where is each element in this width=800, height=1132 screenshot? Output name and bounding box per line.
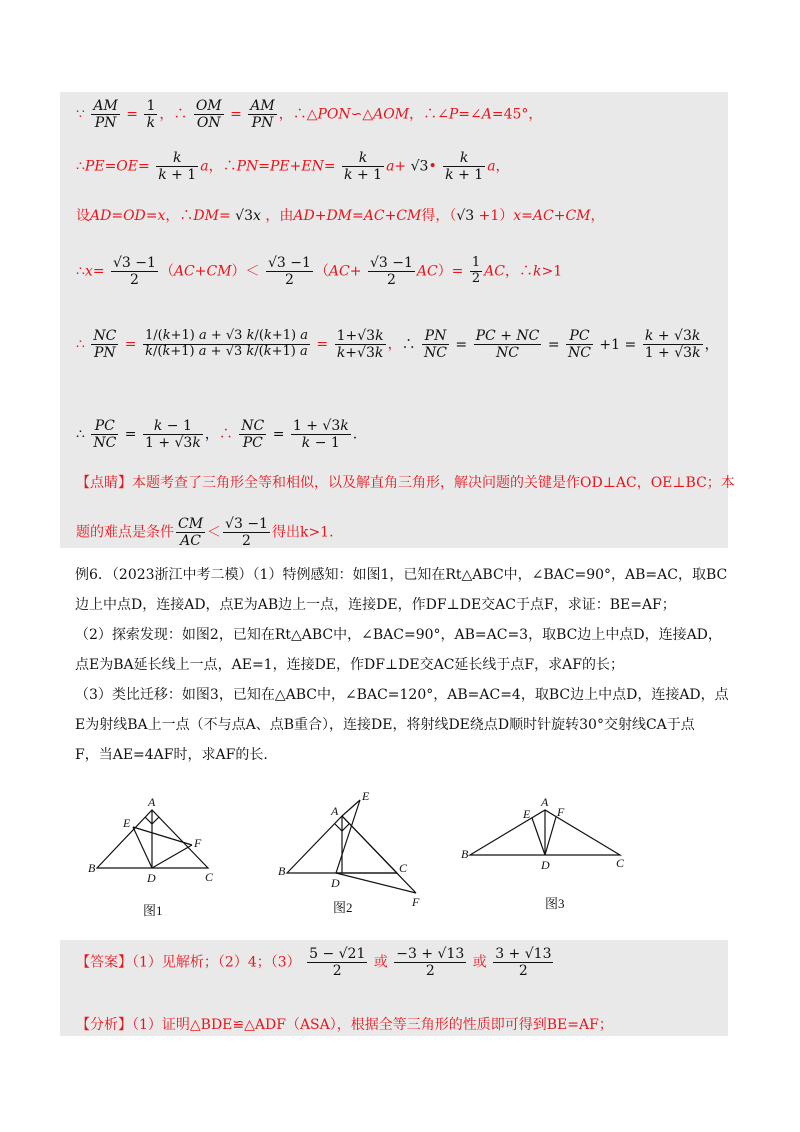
svg-text:B: B — [461, 847, 469, 861]
svg-text:A: A — [541, 795, 549, 809]
svg-text:B: B — [88, 861, 96, 875]
svg-text:A: A — [331, 804, 339, 818]
svg-text:E: E — [523, 807, 531, 821]
comment-line-2: 题的难点是条件 $\frac{CM}{AC}$ ＜ $\frac{√3 -1}{2}$ 得出k>1. — [76, 516, 334, 550]
svg-text:F: F — [412, 895, 420, 909]
solution-line-3: 设AD=OD=x，∴DM= √3x ，由AD+DM=AC+CM得，（√3 +1）x=AC+CM， — [76, 208, 605, 224]
example-line-6: E为射线BA上一点（不与点A、点B重合），连接DE，将射线DE绕点D顺时针旋转30°交射线CA于点 — [75, 717, 695, 733]
fig2-caption: 图2 — [333, 900, 353, 915]
analysis-line: 【分析】（1）证明△BDE≌△ADF（ASA），根据全等三角形的性质即可得到BE=AF； — [76, 1017, 613, 1033]
svg-text:D: D — [147, 871, 156, 885]
figure-1 — [97, 810, 208, 868]
example-line-3: （2）探索发现：如图2，已知在Rt△ABC中，∠BAC=90°，AB=AC=3，取BC边上中点D，连接AD， — [75, 627, 722, 643]
solution-line-2: ∴PE=OE= $\frac{k}{k + 1}$ a，∴PN=PE+EN= $\frac{k}{k + 1}$ a+ √3• $\frac{k}{k + 1}$ a， — [76, 150, 510, 184]
svg-text:C: C — [616, 856, 625, 870]
svg-text:C: C — [399, 861, 408, 875]
svg-text:C: C — [205, 870, 214, 884]
example-line-4: 点E为BA延长线上一点，AE=1，连接DE，作DF⊥DE交AC延长线于点F，求AF的长； — [75, 657, 624, 673]
solution-line-4: ∴x= $\frac{√3 -1}{2}$ （AC+CM）＜ $\frac{√3 -1}{2}$ （AC+ $\frac{√3 -1}{2}$ AC）= $\frac{1}{2}$ AC，∴k>1 — [76, 255, 563, 289]
solution-line-5: ∴ $\frac{NC}{PN}$ = $\frac{1/(k+1) a + √3 k/(k+1) a}{k/(k+1) a + √3 k/(k+1) a}$ = $\frac{1+√3k}{k+√3k}$ ，∴ $\frac{PN}{NC}$ = $\frac{PC + NC}{NC}$ = $\frac{PC}{NC}$ +1 = $\frac{k + √3k}{1 + √3k}$ ， — [76, 328, 719, 362]
example-text — [75, 560, 735, 770]
fig1-caption: 图1 — [143, 903, 163, 918]
svg-text:E: E — [123, 816, 131, 830]
figure-2 — [287, 800, 416, 893]
svg-text:B: B — [278, 864, 286, 878]
svg-text:D: D — [331, 876, 340, 890]
example-line-2: 边上中点D，连接AD，点E为AB边上一点，连接DE，作DF⊥DE交AC于点F，求证：BE=AF； — [75, 597, 676, 613]
svg-text:F: F — [557, 805, 565, 819]
svg-text:F: F — [194, 836, 202, 850]
comment-line-1: 【点睛】本题考查了三角形全等和相似，以及解直角三角形，解决问题的关键是作OD⊥AC，OE⊥BC；本 — [76, 475, 735, 491]
svg-text:E: E — [362, 790, 370, 803]
svg-text:A: A — [148, 795, 156, 809]
solution-line-1: ∵ $\frac{AM}{PN}$ = $\frac{1}{k}$ ，∴ $\frac{OM}{ON}$ = $\frac{AM}{PN}$ ，∴△PON∽△AOM，∴∠P=∠A=45°， — [76, 98, 543, 132]
solution-line-6: ∴ $\frac{PC}{NC}$ = $\frac{k - 1}{1 + √3k}$ ，∴ $\frac{NC}{PC}$ = $\frac{1 + √3k}{k - 1}$ . — [76, 418, 358, 452]
fig3-caption: 图3 — [545, 896, 565, 911]
figure-3 — [470, 810, 620, 855]
example-line-7: F，当AE=4AF时，求AF的长. — [75, 747, 268, 763]
example-line-1: 例6．（2023浙江中考二模）（1）特例感知：如图1，已知在Rt△ABC中，∠BAC=90°，AB=AC，取BC — [75, 567, 728, 583]
example-line-5: （3）类比迁移：如图3，已知在△ABC中，∠BAC=120°，AB=AC=4，取BC边上中点D，连接AD，点 — [75, 687, 729, 703]
figures — [0, 790, 800, 925]
answer-line: 【答案】（1）见解析；（2）4；（3） $\frac{5 - √21}{2}$ 或 $\frac{-3 + √13}{2}$ 或 $\frac{3 + √13}{2}$ — [76, 946, 552, 980]
svg-text:D: D — [541, 858, 550, 872]
